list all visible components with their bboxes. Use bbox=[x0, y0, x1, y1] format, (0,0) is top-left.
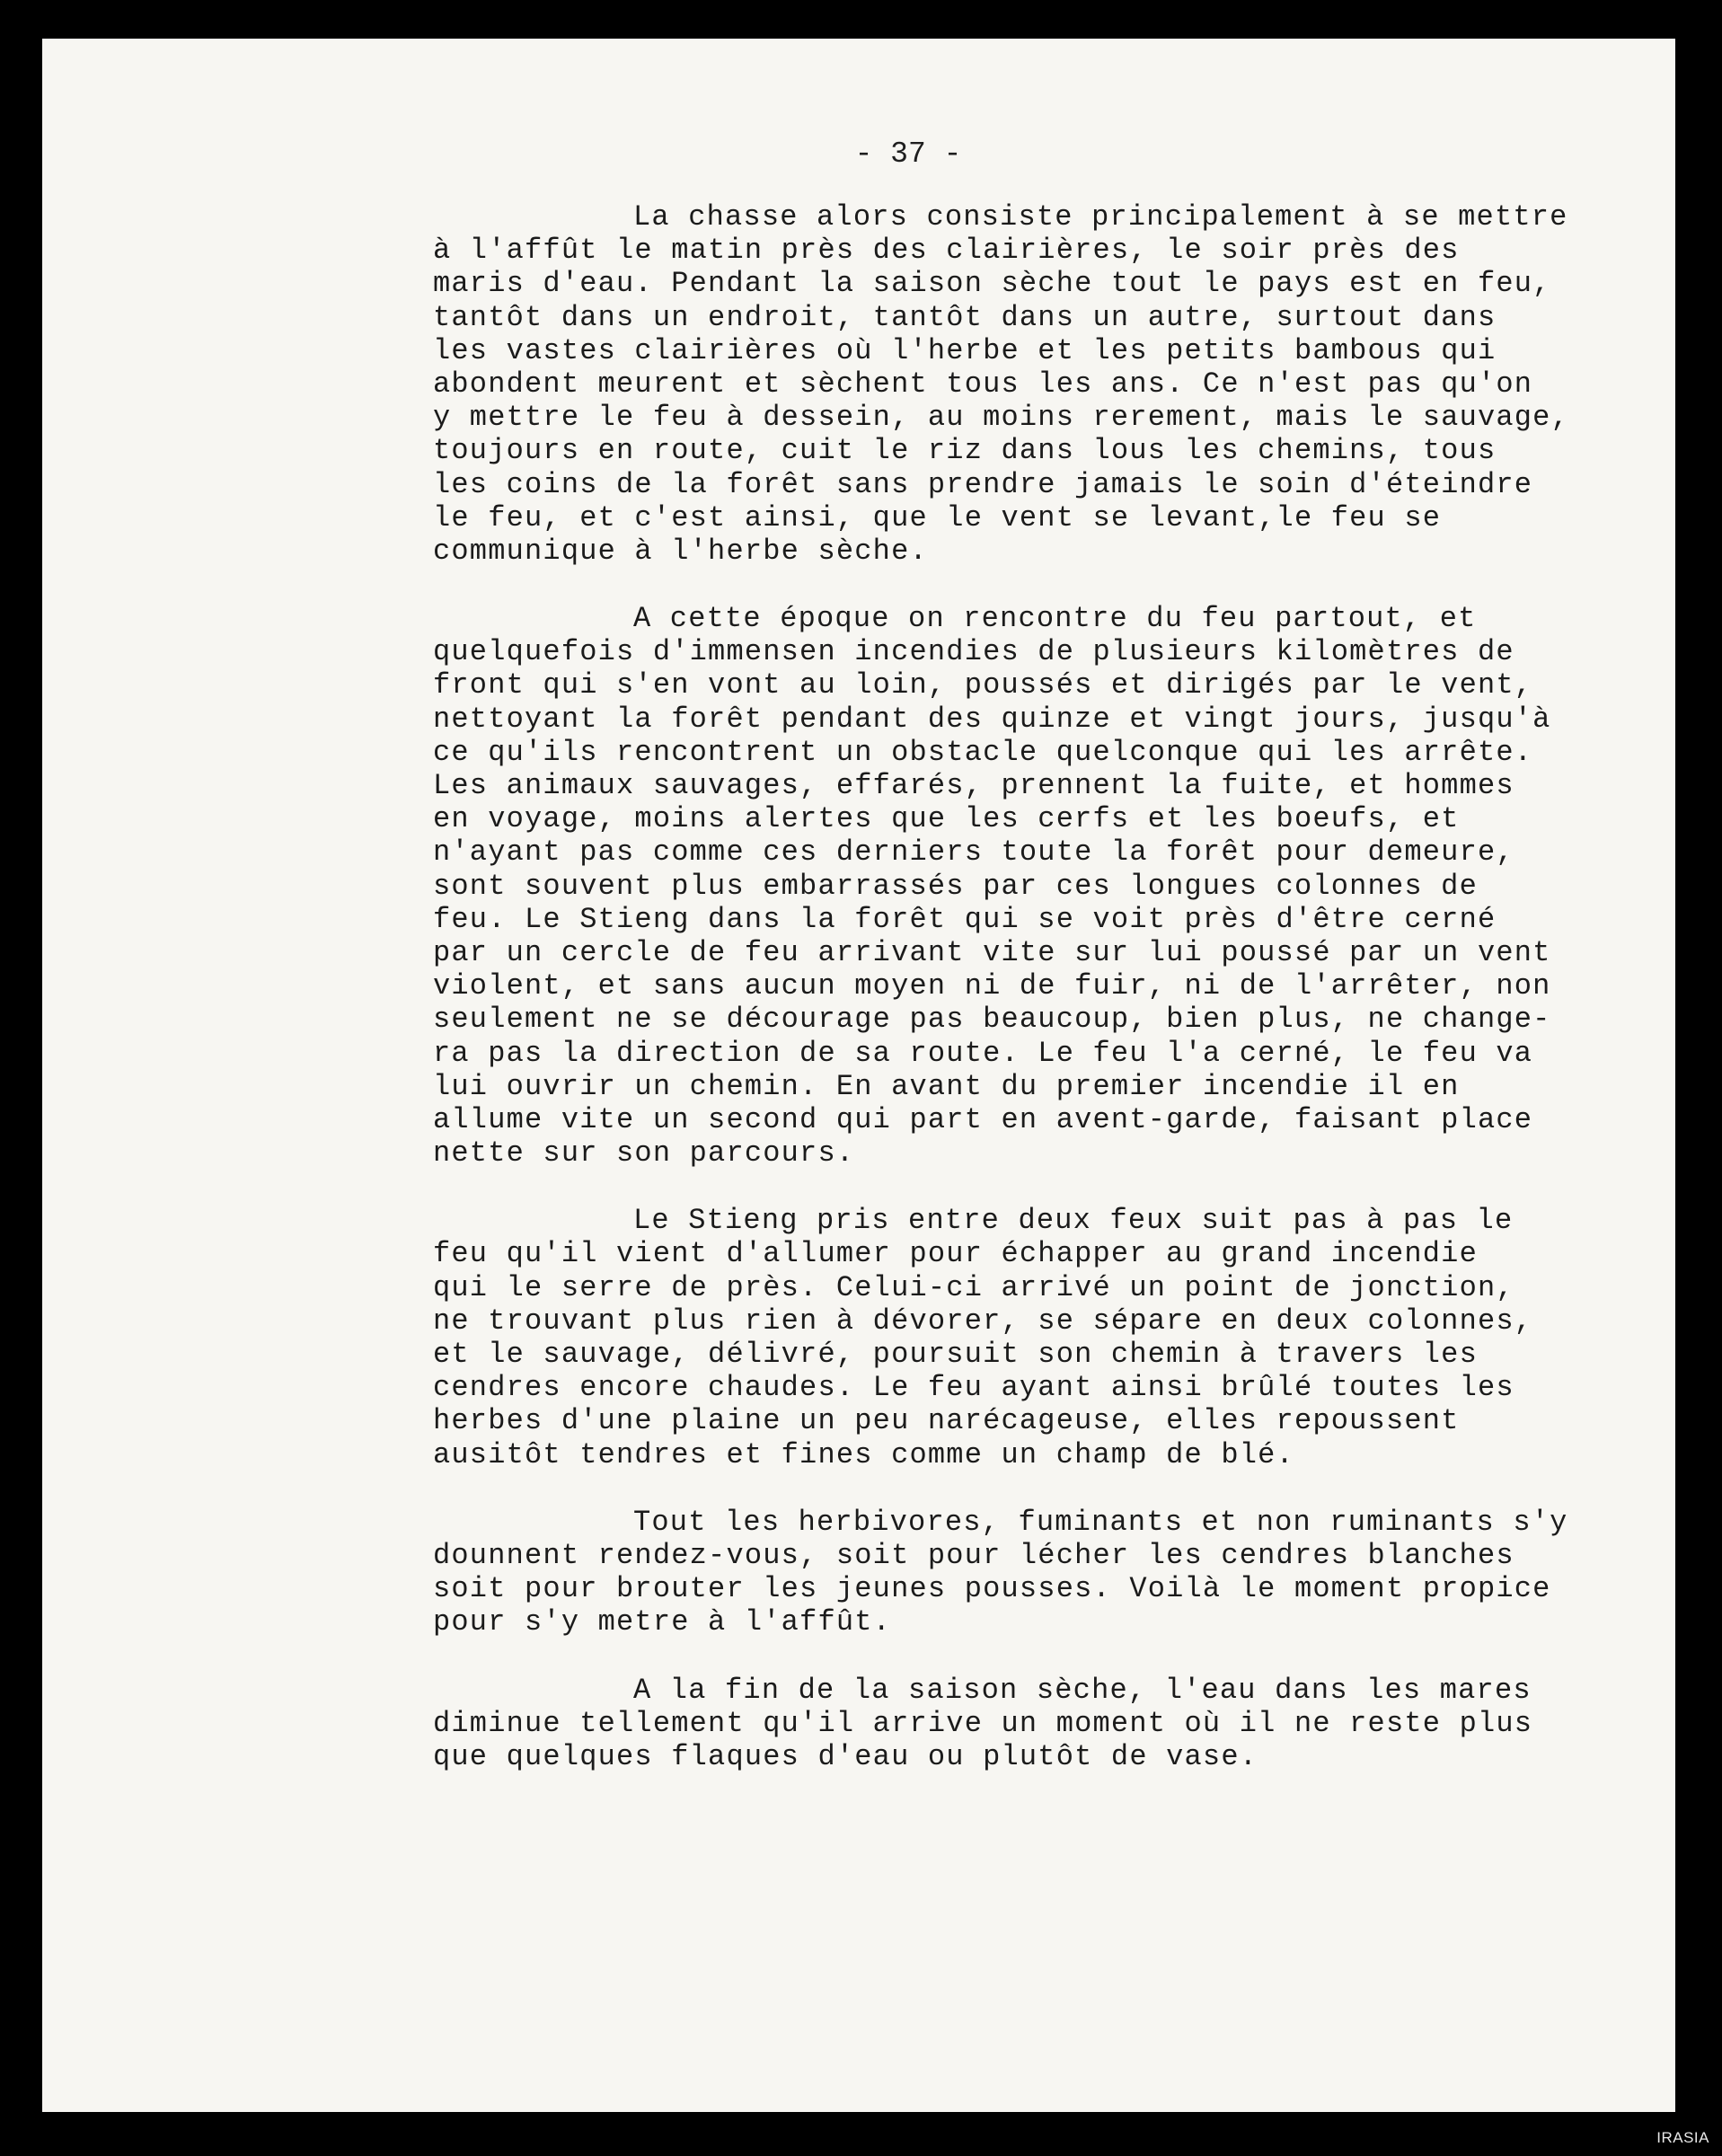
paragraph-1 bbox=[433, 200, 1673, 568]
text-line: y mettre le feu à dessein, au moins rerement, mais le sauvage, bbox=[433, 401, 1569, 435]
text-line: ne trouvant plus rien à dévorer, se sépare en deux colonnes, bbox=[433, 1303, 1533, 1338]
paragraph-4 bbox=[433, 1506, 1673, 1639]
text-line: que quelques flaques d'eau ou plutôt de vase. bbox=[433, 1739, 1258, 1773]
text-line: à l'affût le matin près des clairières, le soir près des bbox=[433, 234, 1460, 268]
text-line: nette sur son parcours. bbox=[433, 1136, 855, 1171]
text-line: Le Stieng pris entre deux feux suit pas à pas le bbox=[633, 1204, 1514, 1238]
text-line: A cette époque on rencontre du feu partout, et bbox=[633, 602, 1477, 636]
text-line: feu qu'il vient d'allumer pour échapper au grand incendie bbox=[433, 1237, 1478, 1271]
text-line: La chasse alors consiste principalement à se mettre bbox=[633, 200, 1568, 234]
text-line: ra pas la direction de sa route. Le feu l'a cerné, le feu va bbox=[433, 1036, 1533, 1070]
text-line: cendres encore chaudes. Le feu ayant ainsi brûlé toutes les bbox=[433, 1371, 1514, 1405]
text-line: tantôt dans un endroit, tantôt dans un autre, surtout dans bbox=[433, 300, 1497, 334]
text-line: ausitôt tendres et fines comme un champ de blé. bbox=[433, 1437, 1294, 1471]
text-line: le feu, et c'est ainsi, que le vent se levant,le feu se bbox=[433, 500, 1442, 535]
text-line: communique à l'herbe sèche. bbox=[433, 534, 928, 568]
text-line: front qui s'en vont au loin, poussés et dirigés par le vent, bbox=[433, 668, 1533, 702]
text-line: en voyage, moins alertes que les cerfs et les boeufs, et bbox=[433, 802, 1460, 836]
text-line: diminue tellement qu'il arrive un moment où il ne reste plus bbox=[433, 1706, 1533, 1740]
text-line: les vastes clairières où l'herbe et les petits bambous qui bbox=[433, 333, 1497, 367]
text-line: par un cercle de feu arrivant vite sur lui poussé par un vent bbox=[433, 935, 1551, 969]
text-line: ce qu'ils rencontrent un obstacle quelconque qui les arrête. bbox=[433, 735, 1533, 769]
text-line: n'ayant pas comme ces derniers toute la forêt pour demeure, bbox=[433, 835, 1514, 870]
text-line: les coins de la forêt sans prendre jamais le soin d'éteindre bbox=[433, 467, 1533, 501]
text-line: qui le serre de près. Celui-ci arrivé un point de jonction, bbox=[433, 1270, 1514, 1304]
text-line: nettoyant la forêt pendant des quinze et vingt jours, jusqu'à bbox=[433, 702, 1551, 736]
paragraph-2 bbox=[433, 602, 1673, 1170]
text-line: herbes d'une plaine un peu narécageuse, elles repoussent bbox=[433, 1404, 1460, 1438]
text-line: feu. Le Stieng dans la forêt qui se voit près d'être cerné bbox=[433, 902, 1497, 936]
text-line: lui ouvrir un chemin. En avant du premier incendie il en bbox=[433, 1069, 1460, 1103]
paragraph-3 bbox=[433, 1204, 1673, 1471]
text-line: Tout les herbivores, fuminants et non ruminants s'y bbox=[633, 1505, 1568, 1539]
watermark: IRASIA bbox=[1656, 2129, 1709, 2146]
document-body bbox=[433, 200, 1673, 1807]
text-line: et le sauvage, délivré, poursuit son chemin à travers les bbox=[433, 1338, 1478, 1371]
text-line: sont souvent plus embarrassés par ces longues colonnes de bbox=[433, 869, 1478, 903]
text-line: toujours en route, cuit le riz dans lous les chemins, tous bbox=[433, 434, 1497, 468]
document-page bbox=[42, 39, 1675, 2112]
text-line: allume vite un second qui part en avent-garde, faisant place bbox=[433, 1102, 1533, 1136]
paragraph-5 bbox=[433, 1674, 1673, 1774]
text-line: violent, et sans aucun moyen ni de fuir, ni de l'arrêter, non bbox=[433, 969, 1551, 1003]
text-line: quelquefois d'immensen incendies de plusieurs kilomètres de bbox=[433, 635, 1514, 669]
text-line: pour s'y metre à l'affût. bbox=[433, 1605, 892, 1639]
text-line: maris d'eau. Pendant la saison sèche tout le pays est en feu, bbox=[433, 267, 1551, 301]
text-line: dounnent rendez-vous, soit pour lécher les cendres blanches bbox=[433, 1538, 1514, 1572]
text-line: seulement ne se décourage pas beaucoup, bien plus, ne change- bbox=[433, 1003, 1551, 1037]
page-number: - 37 - bbox=[854, 137, 962, 171]
text-line: A la fin de la saison sèche, l'eau dans les mares bbox=[633, 1673, 1532, 1707]
text-line: soit pour brouter les jeunes pousses. Voilà le moment propice bbox=[433, 1572, 1551, 1606]
text-line: abondent meurent et sèchent tous les ans. Ce n'est pas qu'on bbox=[433, 367, 1533, 401]
text-line: Les animaux sauvages, effarés, prennent la fuite, et hommes bbox=[433, 769, 1514, 802]
